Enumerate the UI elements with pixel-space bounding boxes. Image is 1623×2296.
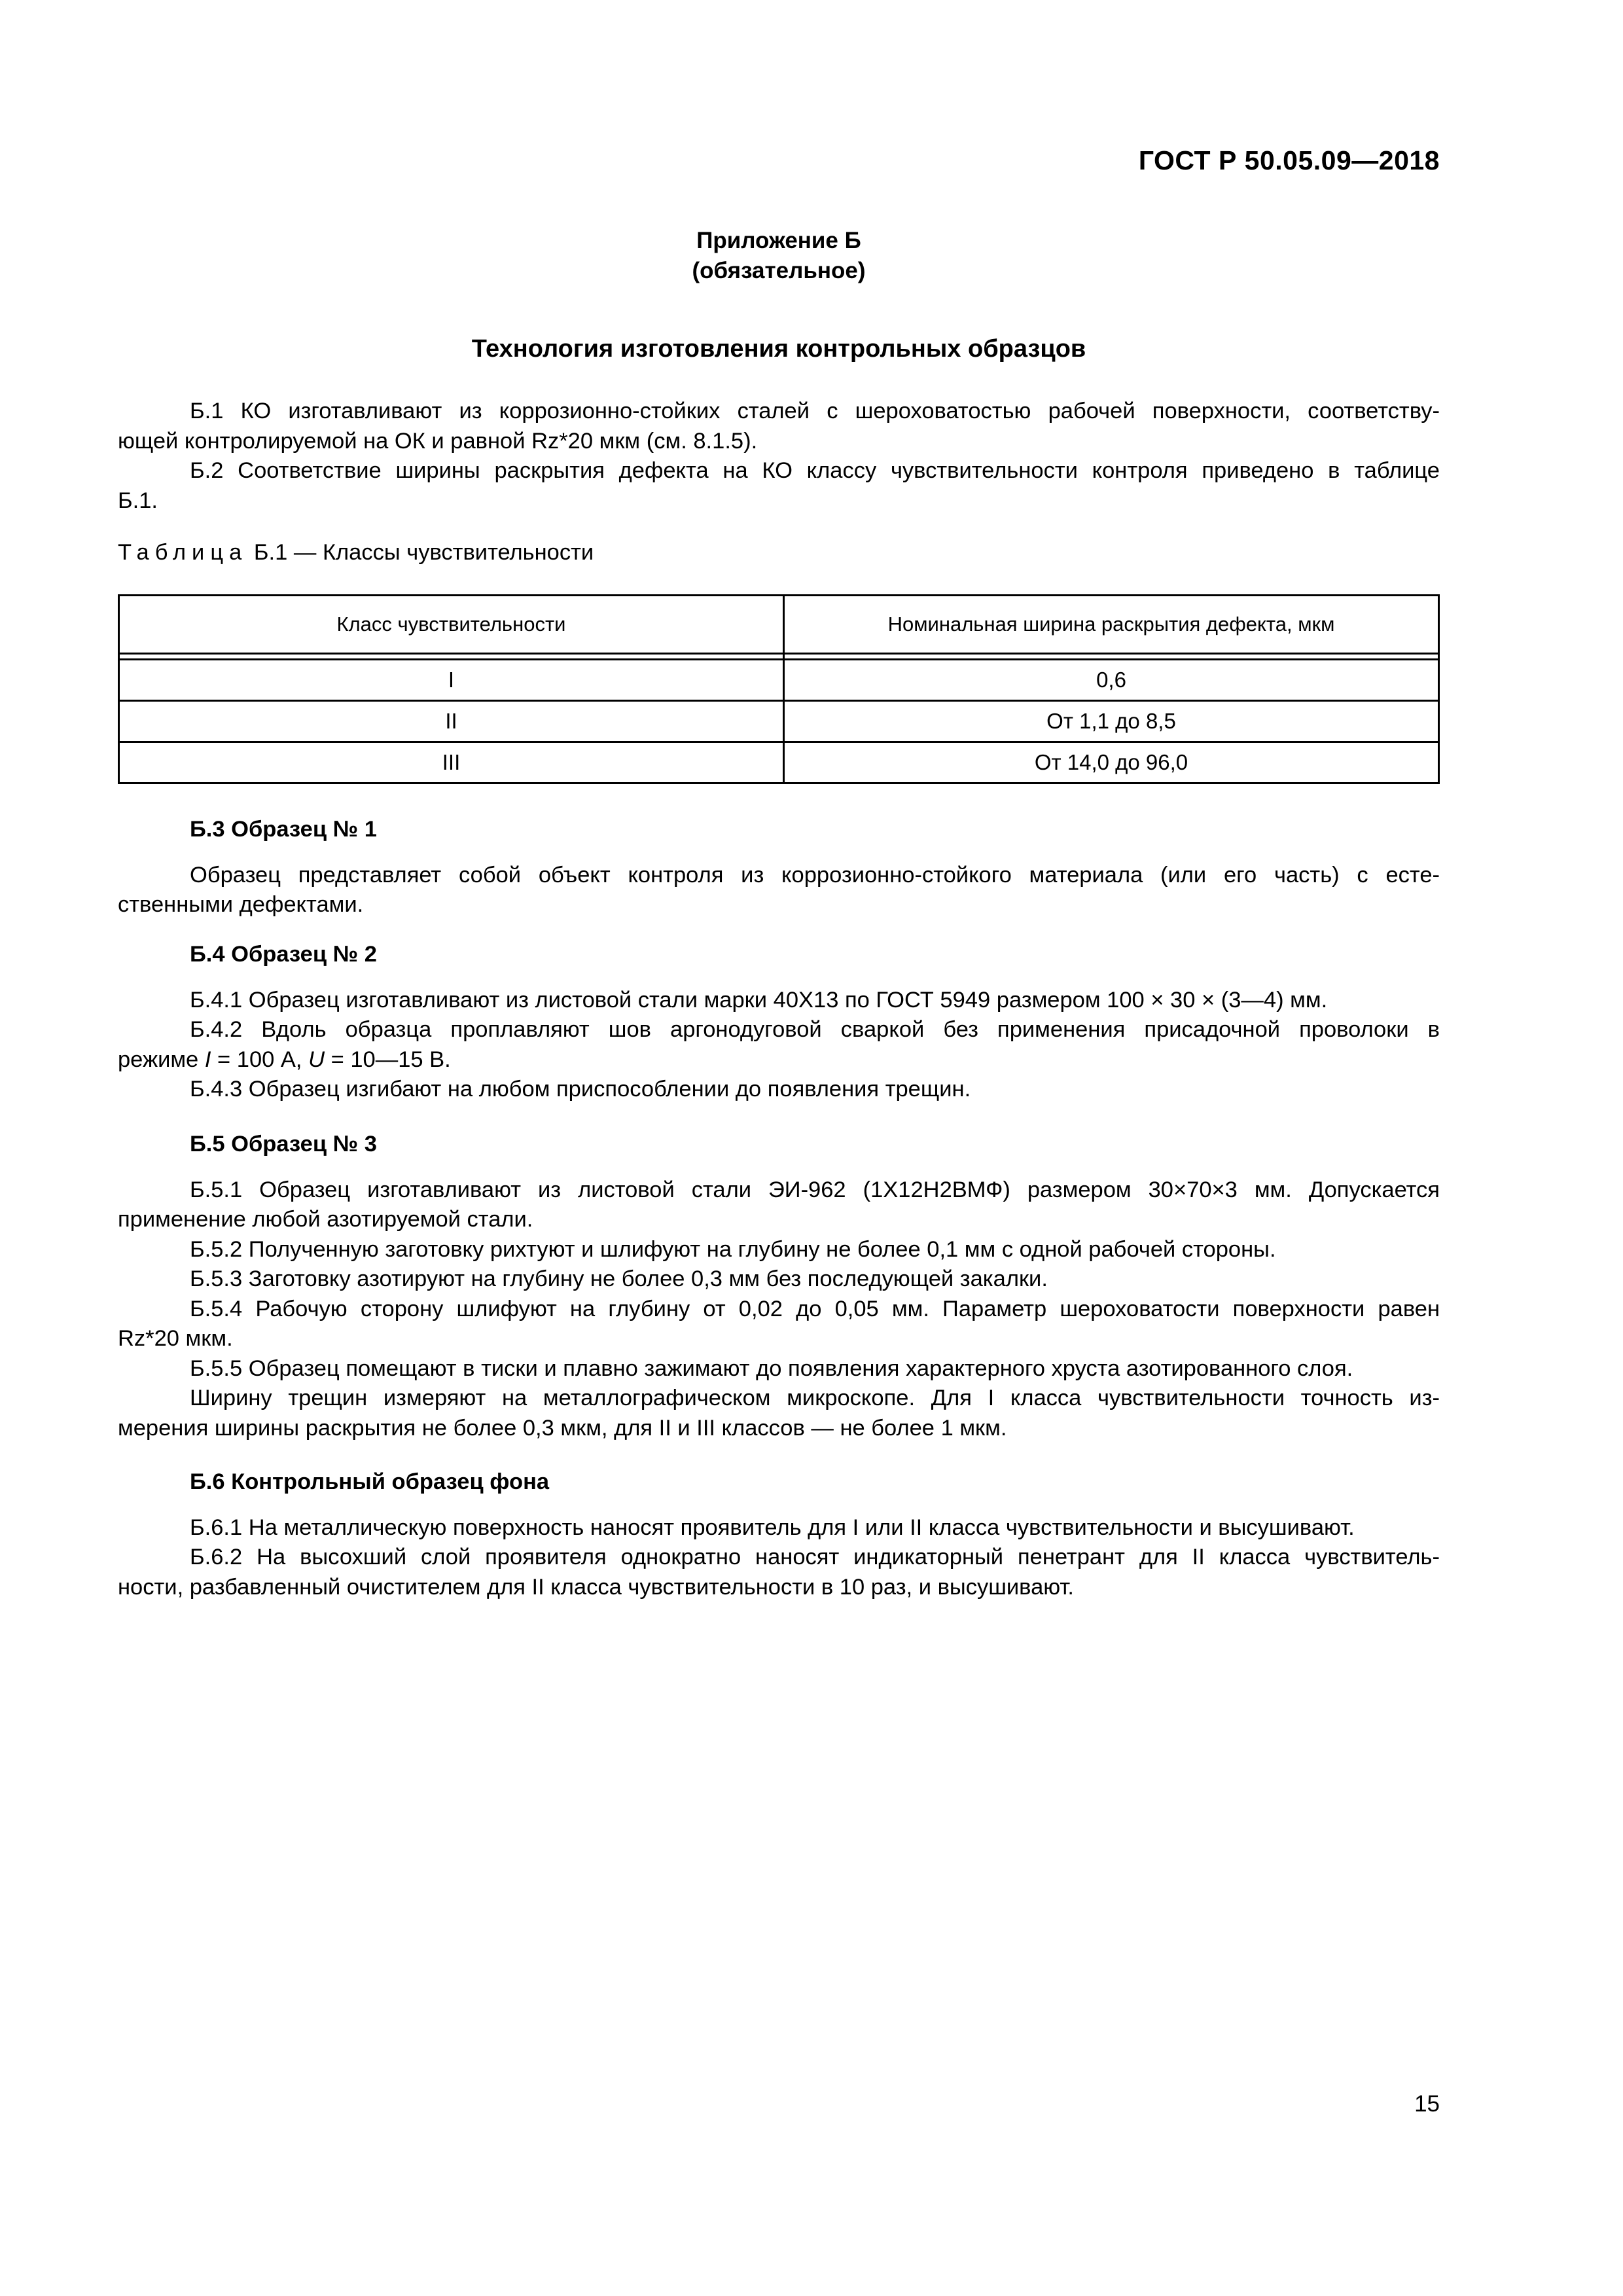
- section-b3-line1: Образец представляет собой объект контроля из коррозионно-стойкого материала (или его часть) с есте-: [190, 862, 1440, 888]
- paragraph-b4-2-line1: Б.4.2 Вдоль образца проплавляют шов аргонодуговой сваркой без применения присадочной проволоки в: [190, 1017, 1440, 1042]
- paragraph-b4-1: Б.4.1 Образец изготавливают из листовой стали марки 40Х13 по ГОСТ 5949 размером 100 × 30 × (3—4) мм.: [190, 987, 1328, 1013]
- section-b6-heading: Б.6 Контрольный образец фона: [190, 1469, 550, 1494]
- paragraph-b5-4-line1: Б.5.4 Рабочую сторону шлифуют на глубину от 0,02 до 0,05 мм. Параметр шероховатости поверхности равен: [190, 1296, 1440, 1321]
- paragraph-b1-line2: ющей контролируемой на ОК и равной Rz*20 мкм (см. 8.1.5).: [118, 428, 758, 454]
- current-symbol: I: [204, 1047, 211, 1072]
- table-cell-width: 0,6: [784, 660, 1439, 701]
- voltage-value: = 10—15 В.: [325, 1047, 451, 1072]
- intro-block: [118, 397, 1440, 516]
- table-cell-class: I: [119, 660, 784, 701]
- table-caption-prefix: Таблица: [118, 540, 248, 565]
- separator-cell: [119, 654, 784, 660]
- paragraph-b4-3: Б.4.3 Образец изгибают на любом приспособлении до появления трещин.: [190, 1077, 971, 1102]
- paragraph-b5-1: [118, 1175, 1440, 1206]
- mode-text: режиме: [118, 1047, 205, 1072]
- document-page: [118, 0, 1440, 2296]
- spacer: [118, 1160, 1440, 1175]
- appendix-heading: [118, 226, 1440, 286]
- page-number: 15: [1414, 2091, 1440, 2117]
- paragraph-b5-3: Б.5.3 Заготовку азотируют на глубину не более 0,3 мм без последующей закалки.: [190, 1266, 1048, 1291]
- sensitivity-table: [118, 594, 1440, 784]
- paragraph-b1-line1: Б.1 КО изготавливают из коррозионно-стойких сталей с шероховатостью рабочей поверхности, соответству-: [190, 399, 1440, 423]
- section-b3-line2: ственными дефектами.: [118, 892, 364, 917]
- paragraph-b2: [118, 456, 1440, 486]
- current-value: = 100 А,: [211, 1047, 309, 1072]
- paragraph-b5-6-line1: Ширину трещин измеряют на металлографическом микроскопе. Для I класса чувствительности точность из-: [190, 1386, 1440, 1410]
- spacer: [118, 970, 1440, 986]
- section-b5: [118, 1130, 1440, 1443]
- section-b4: [118, 940, 1440, 1105]
- section-b5-heading: Б.5 Образец № 3: [190, 1132, 377, 1157]
- section-b3-paragraph: [118, 861, 1440, 891]
- section-b3-paragraph-cont: [118, 890, 1440, 920]
- paragraph-b2-line1: Б.2 Соответствие ширины раскрытия дефекта на КО классу чувствительности контроля приведено в таблице: [190, 458, 1440, 483]
- paragraph-b5-6: [118, 1384, 1440, 1414]
- appendix-label: Приложение Б: [696, 228, 861, 253]
- table-cell-width: От 14,0 до 96,0: [784, 742, 1439, 783]
- paragraph-b5-5: Б.5.5 Образец помещают в тиски и плавно зажимают до появления характерного хруста азотированного слоя.: [190, 1355, 1353, 1381]
- table-header-width: Номинальная ширина раскрытия дефекта, мкм: [784, 596, 1439, 654]
- table-caption: [118, 540, 594, 565]
- table-header-class: Класс чувствительности: [119, 596, 784, 654]
- table-row: [119, 701, 1439, 742]
- table-cell-class: III: [119, 742, 784, 783]
- paragraph-b6-2-cont: ности, разбавленный очистителем для II класса чувствительности в 10 раз, и высушивают.: [118, 1574, 1074, 1600]
- paragraph-b1: [118, 397, 1440, 427]
- section-b3: [118, 815, 1440, 920]
- table-cell-width: От 1,1 до 8,5: [784, 701, 1439, 742]
- section-b6: [118, 1467, 1440, 1602]
- paragraph-b2-line2: Б.1.: [118, 488, 158, 513]
- section-title: Технология изготовления контрольных образцов: [471, 335, 1086, 363]
- table-row: [119, 660, 1439, 701]
- paragraph-b2-cont: [118, 486, 1440, 516]
- section-b3-heading: Б.3 Образец № 1: [190, 817, 377, 842]
- section-b4-heading: Б.4 Образец № 2: [190, 942, 377, 967]
- table-header-row: [119, 596, 1439, 654]
- paragraph-b5-1-cont: применение любой азотируемой стали.: [118, 1207, 533, 1232]
- table-cell-class: II: [119, 701, 784, 742]
- paragraph-b1-cont: [118, 427, 1440, 457]
- paragraph-b5-2: Б.5.2 Полученную заготовку рихтуют и шлифуют на глубину не более 0,1 мм с одной рабочей стороны.: [190, 1236, 1276, 1262]
- paragraph-b4-2: [118, 1015, 1440, 1045]
- paragraph-b5-1-line1: Б.5.1 Образец изготавливают из листовой стали ЭИ-962 (1Х12Н2ВМФ) размером 30×70×3 мм. Допускается: [190, 1177, 1440, 1202]
- paragraph-b5-4: [118, 1295, 1440, 1325]
- appendix-status: (обязательное): [692, 258, 866, 283]
- document-code: ГОСТ Р 50.05.09—2018: [1138, 145, 1440, 175]
- spacer: [118, 845, 1440, 861]
- paragraph-b5-4-cont: Rz*20 мкм.: [118, 1326, 233, 1351]
- paragraph-b6-2: [118, 1543, 1440, 1573]
- paragraph-b5-6-cont: мерения ширины раскрытия не более 0,3 мкм, для II и III классов — не более 1 мкм.: [118, 1415, 1007, 1441]
- table-row: [119, 742, 1439, 783]
- table-header-separator: [119, 654, 1439, 660]
- table-caption-text: Б.1 — Классы чувствительности: [247, 540, 594, 565]
- paragraph-b6-2-line1: Б.6.2 На высохший слой проявителя однократно наносят индикаторный пенетрант для II класса чувствитель-: [190, 1545, 1440, 1570]
- paragraph-b6-1: Б.6.1 На металлическую поверхность наносят проявитель для I или II класса чувствительности и высушивают.: [190, 1515, 1355, 1540]
- voltage-symbol: U: [308, 1047, 325, 1072]
- paragraph-b4-2-cont: [118, 1045, 1440, 1075]
- separator-cell: [784, 654, 1439, 660]
- spacer: [118, 1498, 1440, 1513]
